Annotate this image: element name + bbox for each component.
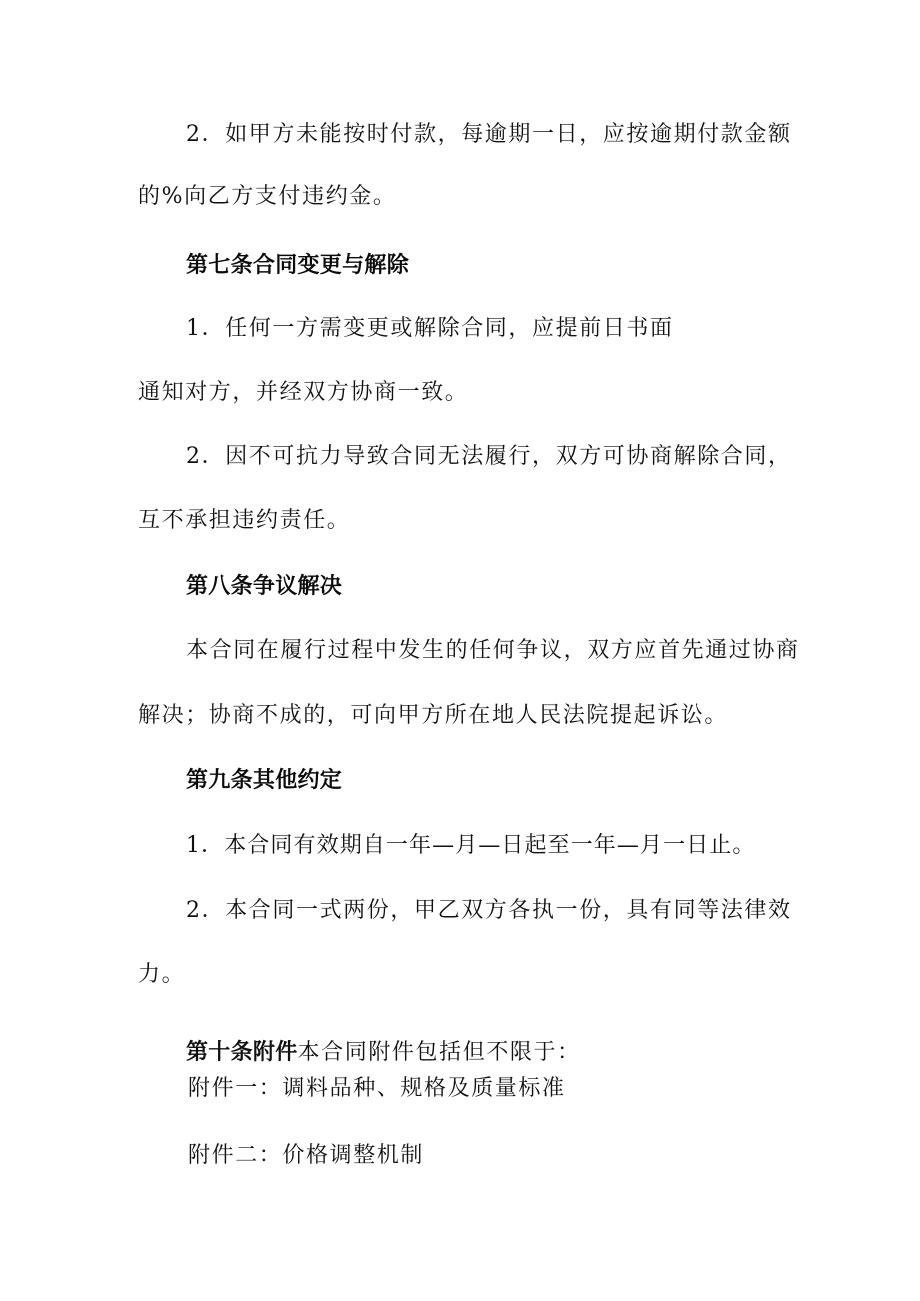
- clause-7-1-line-2: 通知对方，并经双方协商一致。: [138, 380, 469, 405]
- article-10-heading: 第十条附件: [186, 1040, 298, 1065]
- attachment-1: 附件一：调料品种、规格及质量标准: [188, 1076, 566, 1101]
- article-7-heading: 第七条合同变更与解除: [186, 253, 410, 278]
- clause-7-1-line-1: 1．任何一方需变更或解除合同，应提前日书面: [186, 316, 674, 341]
- clause-7-2-line-2: 互不承担违约责任。: [138, 508, 351, 533]
- clause-7-2-line-1: 2．因不可抗力导致合同无法履行，双方可协商解除合同，: [186, 444, 792, 469]
- article-8-heading: 第八条争议解决: [186, 574, 343, 599]
- clause-6-2-line-1: 2．如甲方未能按时付款，每逾期一日，应按逾期付款金额: [186, 122, 792, 147]
- article-8-line-1: 本合同在履行过程中发生的任何争议，双方应首先通过协商: [186, 638, 800, 663]
- clause-9-1: 1．本合同有效期自一年—月—日起至一年—月一日止。: [186, 833, 756, 858]
- article-8-line-2: 解决；协商不成的，可向甲方所在地人民法院提起诉讼。: [138, 703, 729, 728]
- article-10-intro: 本合同附件包括但不限于：: [297, 1040, 581, 1065]
- clause-6-2-line-2: 的%向乙方支付违约金。: [138, 184, 397, 209]
- clause-9-2-line-2: 力。: [138, 962, 186, 987]
- article-10-line: [186, 1038, 581, 1068]
- clause-9-2-line-1: 2．本合同一式两份，甲乙双方各执一份，具有同等法律效: [186, 898, 792, 923]
- attachment-2: 附件二：价格调整机制: [188, 1143, 425, 1168]
- article-9-heading: 第九条其他约定: [186, 768, 343, 793]
